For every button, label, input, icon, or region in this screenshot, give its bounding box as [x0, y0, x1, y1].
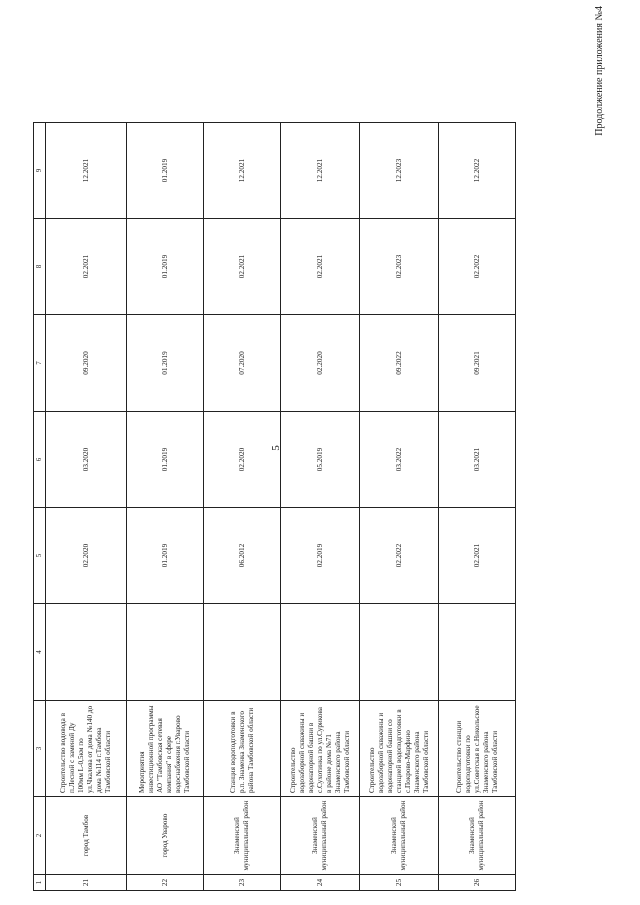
col5-cell: 02.2021 [439, 508, 516, 604]
col-header-4: 4 [34, 604, 46, 701]
table-row [46, 123, 127, 891]
col5-cell: 01.2019 [127, 508, 204, 604]
col8-cell: 02.2021 [281, 219, 360, 315]
col4-cell [281, 604, 360, 701]
col6-cell: 01.2019 [127, 412, 204, 508]
col-header-2: 2 [34, 797, 46, 875]
col4-cell [439, 604, 516, 701]
row-number: 26 [439, 875, 516, 891]
col7-cell: 02.2020 [281, 315, 360, 412]
description-cell: Строительство водовода в п.Лесной с заменой Ду 100мм L-0,5км по ул.Чкалова от дома №140 до дома №114 г.Тамбова Тамбовской области [46, 701, 127, 797]
col-header-3: 3 [34, 701, 46, 797]
table-row [439, 123, 516, 891]
appendix-note: Продолжение приложения №4 [594, 6, 605, 136]
place-cell: Знаменский муниципальный район [281, 797, 360, 875]
col7-cell: 09.2020 [46, 315, 127, 412]
header-row [34, 123, 46, 891]
col8-cell: 02.2023 [360, 219, 439, 315]
col8-cell: 02.2022 [439, 219, 516, 315]
table-row [281, 123, 360, 891]
schedule-table [33, 122, 516, 891]
description-cell: Строительство станции водоподготовки по ул.Советская в с.Никольское Знаменского района Тамбовской области [439, 701, 516, 797]
col9-cell: 12.2022 [439, 123, 516, 219]
col-header-7: 7 [34, 315, 46, 412]
col5-cell: 06.2012 [204, 508, 281, 604]
description-cell: Станция водоподготовки в р.п. Знаменка Знаменского района Тамбовской области [204, 701, 281, 797]
col6-cell: 03.2022 [360, 412, 439, 508]
row-number: 21 [46, 875, 127, 891]
row-number: 23 [204, 875, 281, 891]
place-cell: город Уварово [127, 797, 204, 875]
col-header-5: 5 [34, 508, 46, 604]
col7-cell: 07.2020 [204, 315, 281, 412]
place-cell: Знаменский муниципальный район [204, 797, 281, 875]
col4-cell [360, 604, 439, 701]
col7-cell: 09.2021 [439, 315, 516, 412]
col6-cell: 05.2019 [281, 412, 360, 508]
col6-cell: 03.2021 [439, 412, 516, 508]
col9-cell: 01.2019 [127, 123, 204, 219]
table-row [204, 123, 281, 891]
col-header-1: 1 [34, 875, 46, 891]
col9-cell: 12.2021 [46, 123, 127, 219]
col6-cell: 02.2020 [204, 412, 281, 508]
col5-cell: 02.2019 [281, 508, 360, 604]
description-cell: Строительство водозаборной скважины и водонапорной башни со станцией водоподготовки в с.Покрово-Марфино Знаменского района Тамбовской области [360, 701, 439, 797]
table-row [360, 123, 439, 891]
col-header-6: 6 [34, 412, 46, 508]
col6-cell: 03.2020 [46, 412, 127, 508]
col9-cell: 12.2021 [281, 123, 360, 219]
col8-cell: 01.2019 [127, 219, 204, 315]
col-header-9: 9 [34, 123, 46, 219]
col-header-8: 8 [34, 219, 46, 315]
place-cell: Знаменский муниципальный район [360, 797, 439, 875]
col5-cell: 02.2020 [46, 508, 127, 604]
col4-cell [204, 604, 281, 701]
col5-cell: 02.2022 [360, 508, 439, 604]
row-number: 24 [281, 875, 360, 891]
description-cell: Строительство водозаборной скважины и водонапорной башни в с.Сухотинка по ул.Сурикова в районе дома №71 Знаменского района Тамбовской области [281, 701, 360, 797]
col7-cell: 01.2019 [127, 315, 204, 412]
place-cell: город Тамбов [46, 797, 127, 875]
col9-cell: 12.2021 [204, 123, 281, 219]
place-cell: Знаменский муниципальный район [439, 797, 516, 875]
col8-cell: 02.2021 [204, 219, 281, 315]
description-cell: Мероприятия инвестиционной программы АО "Тамбовская сетевая компания" в сфере водоснабжения г.Уварово Тамбовской области [127, 701, 204, 797]
col4-cell [127, 604, 204, 701]
page-number: 5 [270, 445, 282, 451]
col8-cell: 02.2021 [46, 219, 127, 315]
table-row [127, 123, 204, 891]
row-number: 25 [360, 875, 439, 891]
row-number: 22 [127, 875, 204, 891]
col4-cell [46, 604, 127, 701]
col9-cell: 12.2023 [360, 123, 439, 219]
col7-cell: 09.2022 [360, 315, 439, 412]
